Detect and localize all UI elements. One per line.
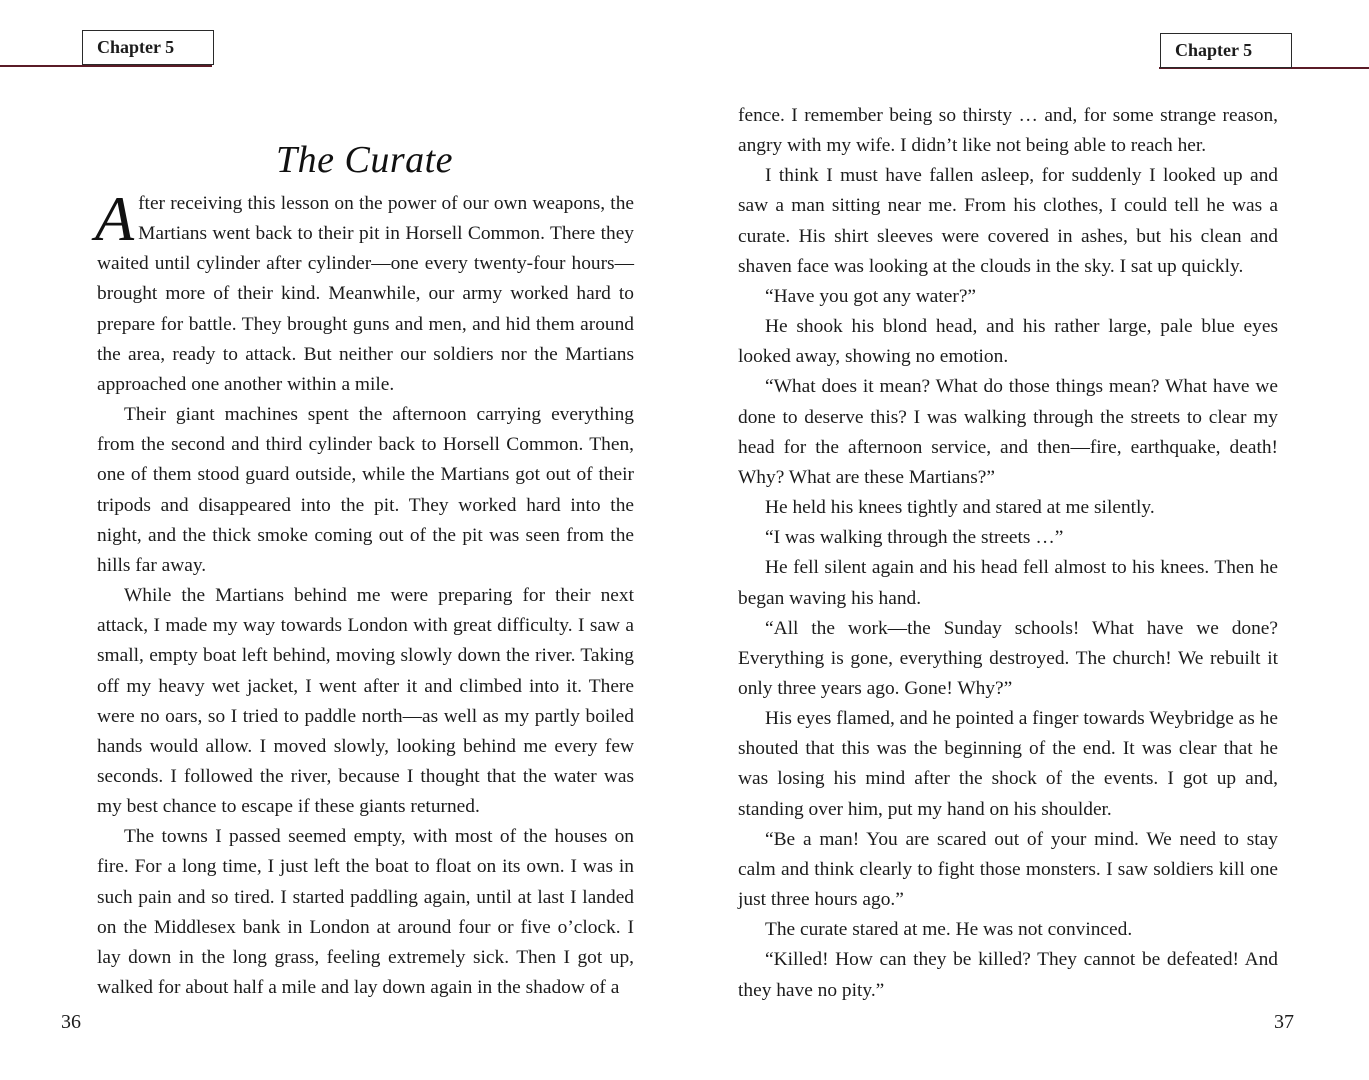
paragraph: Their giant machines spent the afternoon carrying everything from the second and third cylinder back to Horsell Common. Then, one of them stood guard outside, while the Martians got out of their tripods and disappeared into the pit. They worked hard into the night, and the thick smoke coming out of the pit was seen from the hills far away. bbox=[97, 404, 634, 576]
right-body-text bbox=[738, 101, 1278, 1006]
page-number: 37 bbox=[1274, 1011, 1294, 1033]
right-page bbox=[684, 0, 1369, 1080]
chapter-title: The Curate bbox=[275, 139, 454, 182]
paragraph: While the Martians behind me were preparing for their next attack, I made my way towards London with great difficulty. I saw a small, empty boat left behind, moving slowly down the river. Taking off my heavy wet jacket, I went after it and climbed into it. There were no oars, so I tried to paddle north—as well as my partly boiled hands would allow. I moved slowly, looking behind me every few seconds. I followed the river, because I thought that the water was my best chance to escape if these giants returned. bbox=[97, 585, 634, 818]
paragraph: “Be a man! You are scared out of your mind. We need to stay calm and think clearly to fight those monsters. I saw soldiers kill one just three hours ago.” bbox=[738, 828, 1278, 911]
paragraph: “Have you got any water?” bbox=[765, 285, 977, 307]
paragraph: His eyes flamed, and he pointed a finger towards Weybridge as he shouted that this was the beginning of the end. It was clear that he was losing his mind after the shock of the events. I got up and, standing over him, put my hand on his shoulder. bbox=[738, 708, 1278, 820]
paragraph: fence. I remember being so thirsty … and, for some strange reason, angry with my wife. I didn’t like not being able to reach her. bbox=[738, 105, 1278, 157]
chapter-label: Chapter 5 bbox=[1160, 33, 1292, 68]
paragraph: “Killed! How can they be killed? They cannot be defeated! And they have no pity.” bbox=[738, 949, 1278, 1001]
paragraph: “I was walking through the streets …” bbox=[765, 527, 1064, 549]
paragraph: I think I must have fallen asleep, for suddenly I looked up and saw a man sitting near me. From his clothes, I could tell he was a curate. His shirt sleeves were covered in ashes, but his clean and shaven face was looking at the clouds in the sky. I sat up quickly. bbox=[738, 165, 1278, 277]
paragraph: He shook his blond head, and his rather large, pale blue eyes looked away, showing no emotion. bbox=[738, 316, 1278, 368]
drop-cap: A bbox=[95, 183, 135, 254]
paragraph: “All the work—the Sunday schools! What have we done? Everything is gone, everything destroyed. The church! We rebuilt it only three years ago. Gone! Why?” bbox=[738, 617, 1278, 699]
paragraph: “What does it mean? What do those things mean? What have we done to deserve this? I was walking through the streets to clear my head for the afternoon service, and then—fire, earthquake, death! Why? What are these Martians?” bbox=[738, 376, 1278, 488]
chapter-label: Chapter 5 bbox=[82, 30, 214, 65]
left-body-text bbox=[95, 183, 634, 1003]
paragraph: The towns I passed seemed empty, with most of the houses on fire. For a long time, I just left the boat to float on its own. I was in such pain and so tired. I started paddling again, until at last I landed on the Middlesex bank in London at around four or five o’clock. I lay down in the long grass, feeling extremely sick. Then I got up, walked for about half a mile and lay down again in the shadow of a bbox=[97, 826, 634, 999]
paragraph: He held his knees tightly and stared at me silently. bbox=[765, 497, 1155, 519]
paragraph: After receiving this lesson on the power of our own weapons, the Martians went back to their pit in Horsell Common. There they waited until cylinder after cylinder—one every twenty-four hours—brought more of their kind. Meanwhile, our army worked hard to prepare for battle. They brought guns and men, and hid them around the area, ready to attack. But neither our soldiers nor the Martians approached one another within a mile. bbox=[95, 183, 634, 395]
paragraph: He fell silent again and his head fell almost to his knees. Then he began waving his hand. bbox=[738, 557, 1278, 609]
page-number: 36 bbox=[61, 1011, 81, 1033]
left-page bbox=[0, 0, 684, 1080]
header-rule bbox=[0, 65, 212, 67]
paragraph: The curate stared at me. He was not convinced. bbox=[765, 919, 1133, 941]
